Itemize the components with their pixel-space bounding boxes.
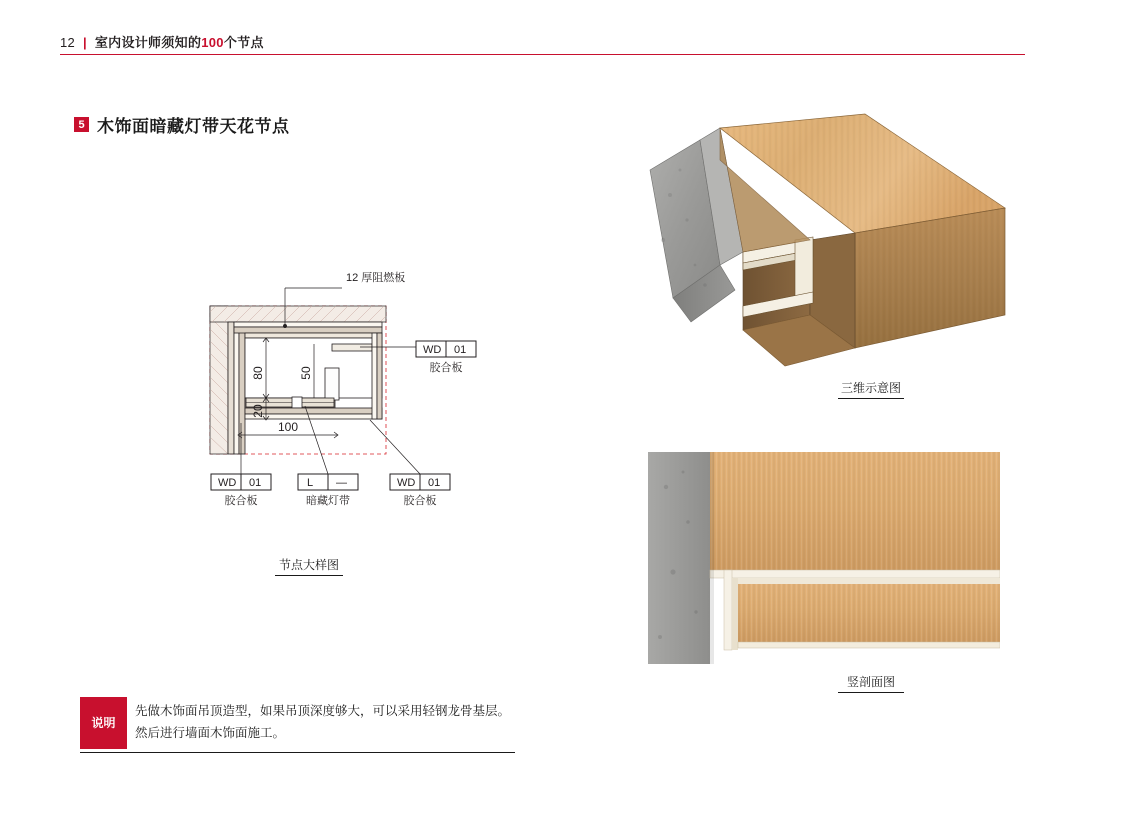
note-line-2: 然后进行墙面木饰面施工。 xyxy=(135,725,286,740)
ceiling-slab-hatch xyxy=(210,306,386,322)
tag-led-strip xyxy=(298,474,358,507)
header-page-number: 12 xyxy=(60,35,76,50)
note-text xyxy=(127,697,515,749)
three-d-illustration xyxy=(625,100,1045,375)
tag-caption-1: 胶合板 xyxy=(429,362,463,374)
tag-caption-3: 胶合板 xyxy=(403,495,437,507)
leader-label-text: 12 厚阻燃板 xyxy=(346,272,406,284)
section-title: 木饰面暗藏灯带天花节点 xyxy=(97,117,290,136)
tag-code-1: WD xyxy=(423,344,442,356)
header-title-number: 100 xyxy=(201,35,224,50)
tag-num-1: 01 xyxy=(454,344,467,356)
right-trim xyxy=(372,333,382,419)
tag-num-2: 01 xyxy=(249,477,262,489)
tag-plywood-left xyxy=(211,474,271,507)
detail-drawing xyxy=(70,248,545,533)
tag-num-3: 01 xyxy=(428,477,441,489)
wall-hatch xyxy=(210,306,228,454)
caption-detail-drawing: 节点大样图 xyxy=(275,556,343,576)
caption-section: 竖剖面图 xyxy=(838,673,904,693)
tag-plywood-right xyxy=(416,341,476,374)
tag-num-4: — xyxy=(336,477,347,489)
caption-three-d: 三维示意图 xyxy=(838,379,904,399)
section-heading xyxy=(74,112,290,137)
header-title-part2: 个节点 xyxy=(223,35,264,50)
vertical-section-illustration xyxy=(648,452,1000,664)
note-box xyxy=(80,697,515,753)
note-line-1: 先做木饰面吊顶造型，如果吊顶深度够大，可以采用轻钢龙骨基层。 xyxy=(135,704,511,718)
section-number-badge: 5 xyxy=(74,117,89,132)
header-rule xyxy=(60,54,1025,55)
header-title xyxy=(60,32,264,51)
tag-plywood-bottom-right xyxy=(390,474,450,507)
detail-drawing-panel xyxy=(70,248,545,533)
tag-code-2: WD xyxy=(218,477,237,489)
tag-code-3: WD xyxy=(397,477,416,489)
tag-caption-4: 暗藏灯带 xyxy=(306,495,350,507)
dimension-80-text: 80 xyxy=(251,366,265,380)
tag-caption-2: 胶合板 xyxy=(224,495,258,507)
note-tag-label: 说明 xyxy=(80,697,127,749)
dimension-50-text: 50 xyxy=(299,366,313,380)
header-separator: | xyxy=(82,35,87,50)
lower-panel xyxy=(245,408,382,419)
page-header xyxy=(60,32,1060,58)
note-underline xyxy=(80,752,515,753)
header-title-part1: 室内设计师须知的 xyxy=(94,35,202,50)
dimension-100-text: 100 xyxy=(277,420,299,434)
tag-code-4: L xyxy=(307,477,314,489)
dimension-20-text: 20 xyxy=(251,404,265,418)
